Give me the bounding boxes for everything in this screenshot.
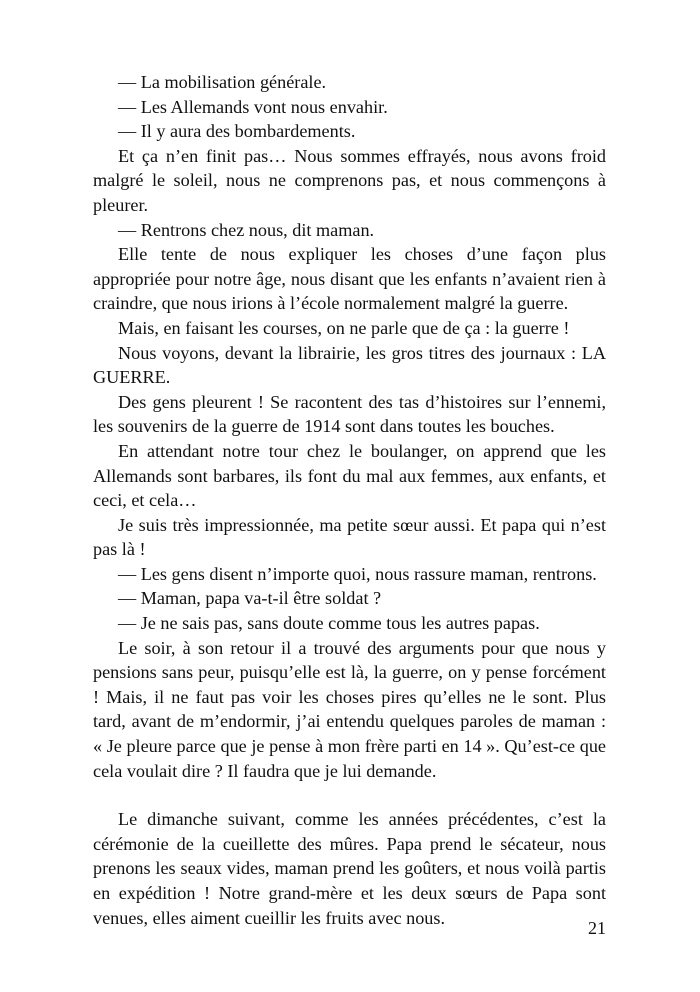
body-text <box>93 70 606 930</box>
paragraph-12: — Les gens disent n’importe quoi, nous rassure maman, rentrons. <box>118 563 597 584</box>
paragraph-13: — Maman, papa va-t-il être soldat ? <box>118 588 382 609</box>
paragraph-14: — Je ne sais pas, sans doute comme tous les autres papas. <box>118 613 540 634</box>
paragraph-2: — Les Allemands vont nous envahir. <box>118 96 388 117</box>
paragraph-16: Le dimanche suivant, comme les années précédentes, c’est la cérémonie de la cueillette des mûres. Papa prend le sécateur, nous prenons les seaux vides, maman prend les goûters, et nous voilà partis en expédition ! Notre grand-mère et les deux sœurs de Papa sont venues, elles aiment cueillir les fruits avec nous. <box>93 809 606 928</box>
paragraph-5: — Rentrons chez nous, dit maman. <box>118 219 375 240</box>
paragraph-4: Et ça n’en finit pas… Nous sommes effrayés, nous avons froid malgré le soleil, nous ne comprenons pas, et nous commençons à pleurer. <box>93 145 606 215</box>
paragraph-6: Elle tente de nous expliquer les choses d’une façon plus appropriée pour notre âge, nous disant que les enfants n’avaient rien à craindre, que nous irions à l’école normalement malgré la guerre. <box>93 244 606 314</box>
paragraph-11: Je suis très impressionnée, ma petite sœur aussi. Et papa qui n’est pas là ! <box>93 514 606 560</box>
paragraph-1: — La mobilisation générale. <box>118 72 327 92</box>
paragraph-9: Des gens pleurent ! Se racontent des tas d’histoires sur l’ennemi, les souvenirs de la guerre de 1914 sont dans toutes les bouches. <box>93 391 606 437</box>
paragraph-7: Mais, en faisant les courses, on ne parle que de ça : la guerre ! <box>118 317 570 338</box>
section-break <box>93 783 606 807</box>
paragraph-3: — Il y aura des bombardements. <box>118 121 356 142</box>
paragraph-15: Le soir, à son retour il a trouvé des arguments pour que nous y pensions sans peur, puisqu’elle est là, la guerre, on y pense forcément ! Mais, il ne faut pas voir les choses pires qu’elles ne le sont. Plus tard, avant de m’endormir, j’ai entendu quelques paroles de maman : « Je pleure parce que je pense à mon frère parti en 14 ». Qu’est-ce que cela voulait dire ? Il faudra que je lui demande. <box>93 637 606 781</box>
paragraph-10: En attendant notre tour chez le boulanger, on apprend que les Allemands sont barbares, ils font du mal aux femmes, aux enfants, et ceci, et cela… <box>93 440 606 511</box>
paragraph-8: Nous voyons, devant la librairie, les gros titres des journaux : LA GUERRE. <box>93 342 606 388</box>
page-number: 21 <box>588 918 606 938</box>
